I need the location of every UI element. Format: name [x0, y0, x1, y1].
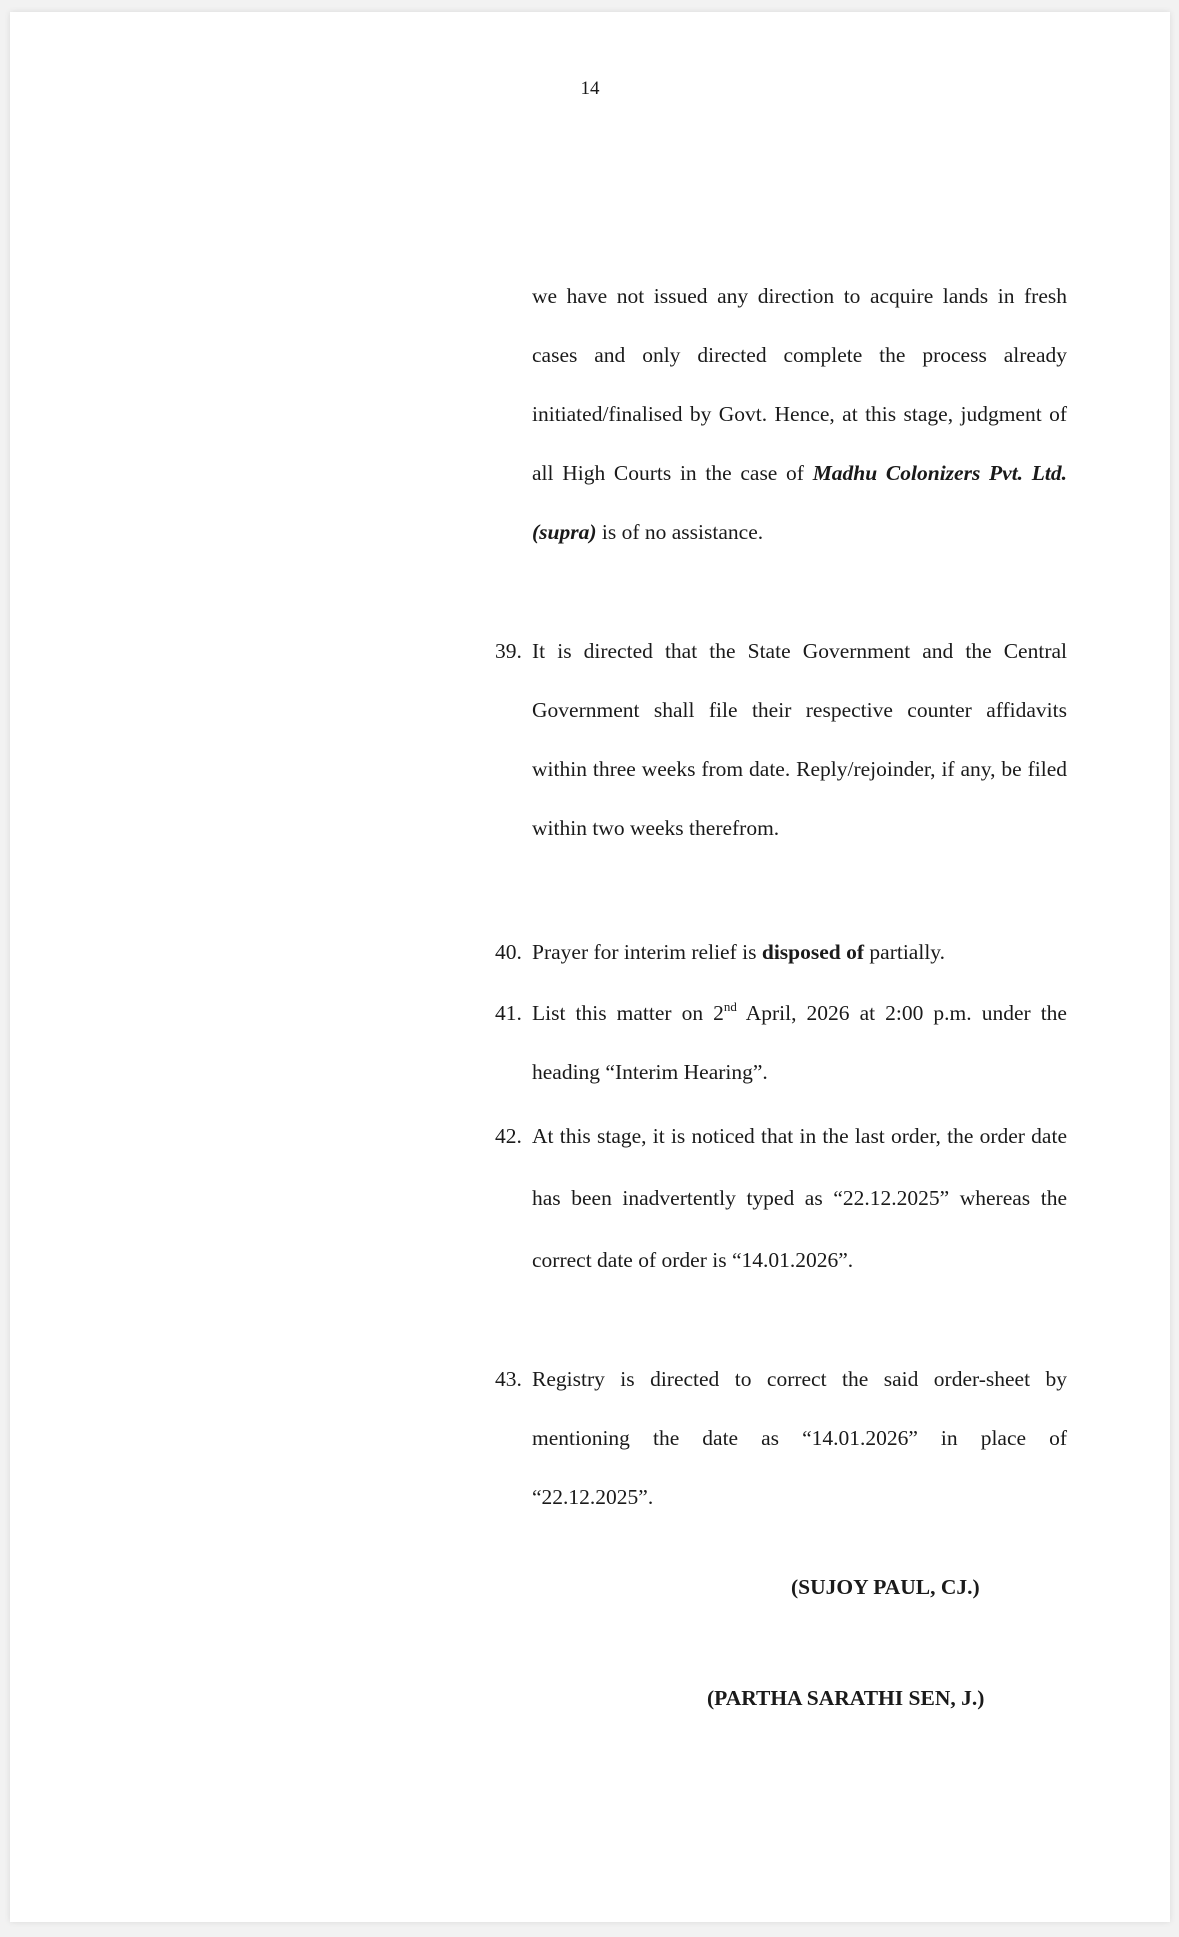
document-page: [10, 12, 1170, 1922]
paragraph-41: [495, 984, 1067, 1102]
paragraph-number: 42.: [495, 1124, 522, 1148]
paragraph-41-text-after: April, 2026 at 2:00 p.m. under the heading “Interim Hearing”.: [532, 1001, 1067, 1084]
paragraph-39-text: It is directed that the State Government and the Central Government shall file their respective counter affidavits within three weeks from date. Reply/rejoinder, if any, be filed within two weeks therefrom.: [532, 639, 1067, 840]
paragraph-40-bold: disposed of: [761, 940, 865, 964]
paragraph-39: [495, 622, 1067, 858]
paragraph-43: [495, 1350, 1067, 1527]
paragraph-40-text-after: partially.: [864, 940, 946, 964]
paragraph-42-text: At this stage, it is noticed that in the last order, the order date has been inadvertently typed as “22.12.2025” whereas the correct date of order is “14.01.2026”.: [532, 1124, 1067, 1272]
paragraph-42: [495, 1105, 1067, 1291]
paragraph-40-text-before: Prayer for interim relief is: [532, 940, 762, 964]
page-number: 14: [580, 78, 600, 99]
ordinal-superscript: nd: [723, 999, 737, 1014]
signature-chief-justice: (SUJOY PAUL, CJ.): [791, 1575, 980, 1599]
paragraph-number: 41.: [495, 1001, 522, 1025]
paragraph-number: 39.: [495, 639, 522, 663]
signature-justice: (PARTHA SARATHI SEN, J.): [707, 1686, 985, 1710]
case-name: Madhu Colonizers Pvt. Ltd. (supra): [532, 461, 1067, 544]
paragraph-intro: [532, 267, 1067, 562]
paragraph-41-text-before: List this matter on 2: [532, 1001, 724, 1025]
paragraph-number: 43.: [495, 1367, 522, 1391]
intro-text-before: we have not issued any direction to acquire lands in fresh cases and only directed complete the process already initiated/finalised by Govt. Hence, at this stage, judgment of all High Courts in the case of: [532, 284, 1067, 485]
paragraph-43-text: Registry is directed to correct the said order-sheet by mentioning the date as “14.01.2026” in place of “22.12.2025”.: [532, 1367, 1067, 1509]
paragraph-number: 40.: [495, 940, 522, 964]
paragraph-40: [495, 923, 1067, 982]
intro-text-after: is of no assistance.: [596, 520, 764, 544]
